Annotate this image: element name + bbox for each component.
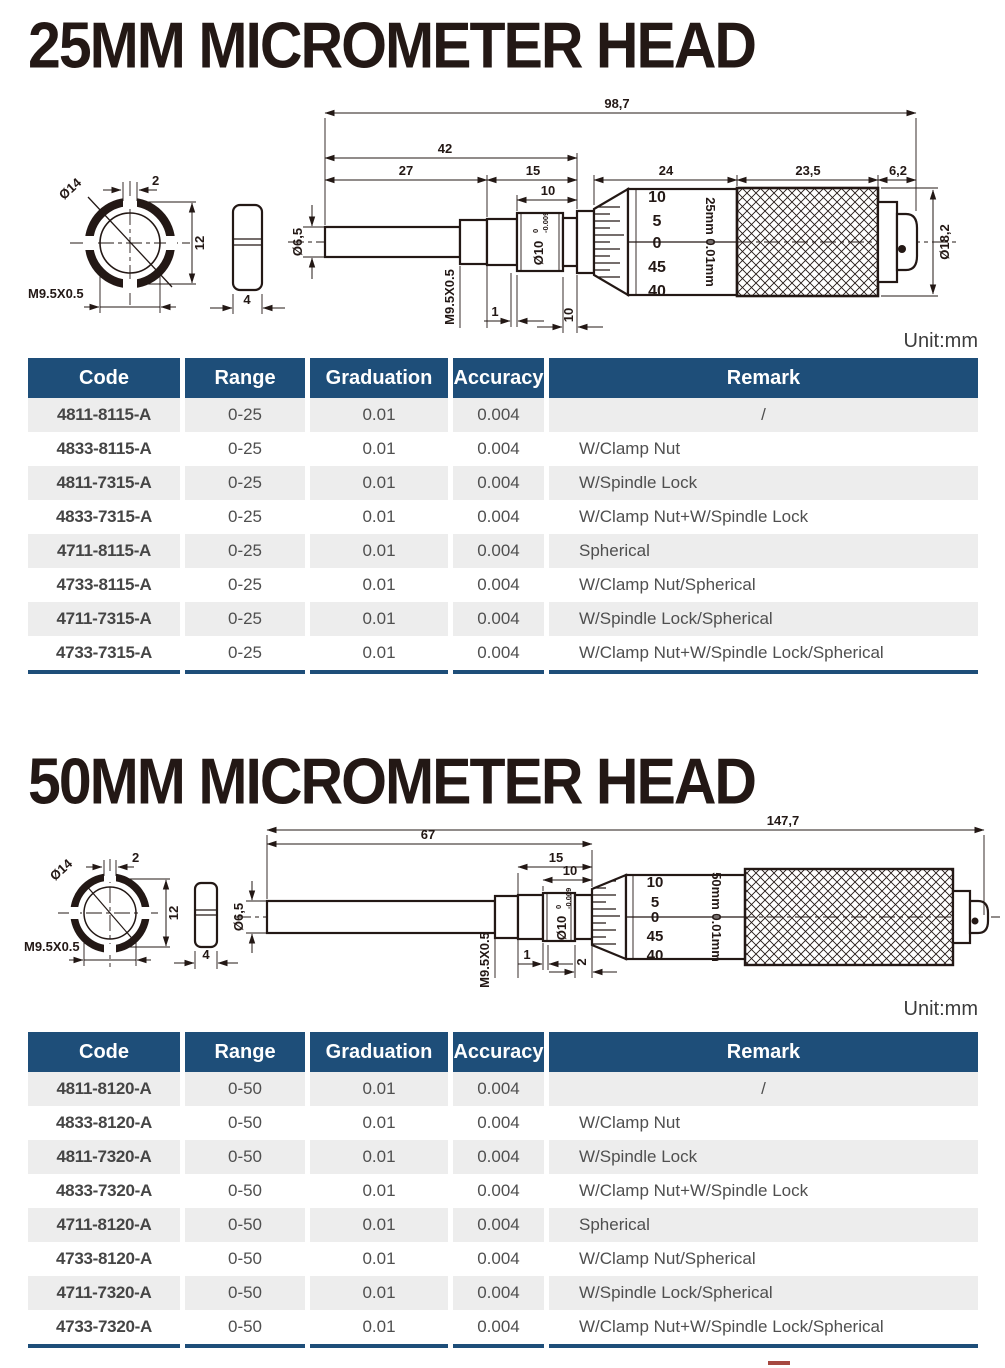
- table-row: [28, 1208, 978, 1242]
- cell-accuracy: 0.004: [453, 1174, 544, 1208]
- dim-24: 24: [658, 163, 674, 178]
- cell-accuracy: 0.004: [453, 534, 544, 568]
- spindle: [267, 901, 495, 933]
- cell-graduation: 0.01: [310, 466, 448, 500]
- dim-15: 15: [548, 850, 564, 865]
- dim-body-dia: Ø18,2: [937, 224, 952, 260]
- cell-range: 0-25: [185, 466, 305, 500]
- cell-remark: /: [549, 1072, 978, 1106]
- cell-remark: Spherical: [549, 1208, 978, 1242]
- unit-label: Unit:mm: [903, 998, 978, 1020]
- scale-number: 40: [648, 283, 666, 300]
- scale-number: 0: [650, 909, 660, 926]
- cell-remark: W/Clamp Nut: [549, 432, 978, 466]
- cell-code: 4733-8120-A: [28, 1242, 180, 1276]
- cell-range: 0-50: [185, 1174, 305, 1208]
- scale-number: 40: [646, 947, 664, 964]
- cell-range: 0-50: [185, 1106, 305, 1140]
- cell-remark: W/Spindle Lock: [549, 1140, 978, 1174]
- spindle: [325, 227, 460, 257]
- cell-accuracy: 0.004: [453, 1072, 544, 1106]
- end-cap: [897, 214, 917, 270]
- cell-range: 0-50: [185, 1072, 305, 1106]
- scale-number: 5: [652, 213, 662, 230]
- cell-graduation: 0.01: [310, 1106, 448, 1140]
- cell-graduation: 0.01: [310, 1208, 448, 1242]
- table-row: [28, 534, 978, 568]
- cell-code: 4711-8120-A: [28, 1208, 180, 1242]
- cell-accuracy: 0.004: [453, 568, 544, 602]
- scale-number: 10: [648, 189, 666, 206]
- cell-range: 0-50: [185, 1310, 305, 1348]
- dim-6-2: 6,2: [888, 163, 908, 178]
- cell-code: 4733-7320-A: [28, 1310, 180, 1348]
- col-header-code: Code: [28, 358, 180, 398]
- cell-remark: W/Clamp Nut+W/Spindle Lock/Spherical: [549, 1310, 978, 1348]
- page-footer-mark: [768, 1361, 790, 1365]
- cell-accuracy: 0.004: [453, 636, 544, 674]
- thimble-spec-text: 50mm 0.01mm: [709, 872, 724, 962]
- micrometer-side-view: [231, 813, 1000, 988]
- cell-accuracy: 0.004: [453, 500, 544, 534]
- dim-23-5: 23,5: [795, 163, 821, 178]
- dim-15: 15: [525, 163, 541, 178]
- table-row: [28, 1072, 978, 1106]
- dim-nut-od: 12: [192, 235, 207, 251]
- col-header-accuracy: Accuracy: [453, 358, 544, 398]
- dim-nut-od: 12: [166, 905, 181, 921]
- table-body: [28, 1072, 978, 1348]
- cell-code: 4711-7320-A: [28, 1276, 180, 1310]
- clamp-nut-side-view: [210, 205, 285, 314]
- micrometer-side-view: [288, 96, 960, 333]
- cell-range: 0-50: [185, 1208, 305, 1242]
- technical-drawing-50mm: [0, 810, 1005, 998]
- dim-gap: 1: [523, 947, 531, 962]
- cell-accuracy: 0.004: [453, 1106, 544, 1140]
- dim-spindle-dia: Ø6,5: [290, 227, 305, 257]
- table-row: [28, 602, 978, 636]
- col-header-graduation: Graduation: [310, 1032, 448, 1072]
- col-header-range: Range: [185, 358, 305, 398]
- cell-remark: W/Clamp Nut/Spherical: [549, 1242, 978, 1276]
- table-row: [28, 1310, 978, 1348]
- dim-nut-slot: 2: [132, 850, 140, 865]
- dim-stem-tol-upper: 0: [531, 228, 540, 233]
- knurled-body: [745, 869, 953, 965]
- cell-remark: W/Spindle Lock/Spherical: [549, 602, 978, 636]
- table-row: [28, 1242, 978, 1276]
- cell-remark: W/Spindle Lock/Spherical: [549, 1276, 978, 1310]
- cell-graduation: 0.01: [310, 432, 448, 466]
- dim-27: 27: [398, 163, 414, 178]
- cell-code: 4833-7320-A: [28, 1174, 180, 1208]
- dim-nut-dia: Ø14: [55, 174, 85, 203]
- cell-graduation: 0.01: [310, 1310, 448, 1348]
- cell-remark: W/Clamp Nut/Spherical: [549, 568, 978, 602]
- cell-range: 0-25: [185, 534, 305, 568]
- cell-accuracy: 0.004: [453, 1310, 544, 1348]
- dim-stem-tol-lower: -0.009: [541, 211, 550, 233]
- col-header-graduation: Graduation: [310, 358, 448, 398]
- spec-table-25mm: [28, 358, 978, 674]
- clamp-nut-front-view: [28, 173, 207, 313]
- cell-code: 4811-7320-A: [28, 1140, 180, 1174]
- dim-nut-thickness: 4: [202, 947, 210, 962]
- cell-range: 0-25: [185, 398, 305, 432]
- cell-code: 4811-7315-A: [28, 466, 180, 500]
- dim-stem-tol-lower: -0.009: [564, 887, 573, 909]
- table-row: [28, 466, 978, 500]
- table-body: [28, 398, 978, 674]
- thimble-spec-text: 25mm 0.01mm: [703, 197, 718, 287]
- dim-67: 67: [420, 827, 436, 842]
- col-header-remark: Remark: [549, 358, 978, 398]
- dim-stem-tol-upper: 0: [554, 904, 563, 909]
- page-title-25mm: 25MM MICROMETER HEAD: [28, 9, 756, 82]
- dim-gap: 1: [491, 304, 499, 319]
- cell-graduation: 0.01: [310, 636, 448, 674]
- cell-range: 0-25: [185, 602, 305, 636]
- end-cap: [970, 901, 988, 933]
- dim-10: 10: [562, 863, 578, 878]
- cell-graduation: 0.01: [310, 1140, 448, 1174]
- cell-remark: W/Clamp Nut+W/Spindle Lock/Spherical: [549, 636, 978, 674]
- cell-graduation: 0.01: [310, 1276, 448, 1310]
- cell-remark: Spherical: [549, 534, 978, 568]
- cell-graduation: 0.01: [310, 534, 448, 568]
- dim-nut-dia: Ø14: [46, 855, 76, 884]
- cell-accuracy: 0.004: [453, 1208, 544, 1242]
- dim-thread: M9.5X0.5: [442, 269, 457, 325]
- cell-accuracy: 0.004: [453, 398, 544, 432]
- dim-spindle-dia: Ø6,5: [231, 902, 246, 932]
- page-title-50mm: 50MM MICROMETER HEAD: [28, 745, 756, 818]
- dim-step: 10: [561, 307, 576, 323]
- clamp-nut-side-view: [174, 883, 238, 969]
- col-header-code: Code: [28, 1032, 180, 1072]
- dim-step: 2: [574, 958, 589, 966]
- scale-number: 45: [646, 928, 664, 945]
- unit-label: Unit:mm: [903, 330, 978, 352]
- dim-nut-slot: 2: [152, 173, 160, 188]
- cell-code: 4711-8115-A: [28, 534, 180, 568]
- technical-drawing-25mm: [0, 85, 1005, 353]
- dim-overall: 98,7: [604, 96, 630, 111]
- cell-accuracy: 0.004: [453, 602, 544, 636]
- table-row: [28, 432, 978, 466]
- dim-nut-thread: M9.5X0.5: [28, 286, 84, 301]
- clamp-nut-front-view: [24, 850, 181, 967]
- col-header-range: Range: [185, 1032, 305, 1072]
- dim-thread: M9.5X0.5: [477, 932, 492, 988]
- cell-range: 0-25: [185, 500, 305, 534]
- table-row: [28, 636, 978, 674]
- scale-number: 10: [646, 874, 664, 891]
- cell-remark: W/Clamp Nut+W/Spindle Lock: [549, 500, 978, 534]
- table-row: [28, 1174, 978, 1208]
- dim-42: 42: [437, 141, 453, 156]
- dim-nut-thickness: 4: [243, 292, 251, 307]
- scale-number: 5: [650, 894, 660, 911]
- cell-range: 0-50: [185, 1140, 305, 1174]
- scale-number: 0: [652, 235, 662, 252]
- table-row: [28, 568, 978, 602]
- cell-code: 4811-8115-A: [28, 398, 180, 432]
- table-header-row: [28, 358, 978, 398]
- cell-range: 0-25: [185, 636, 305, 674]
- table-row: [28, 1140, 978, 1174]
- cell-graduation: 0.01: [310, 500, 448, 534]
- col-header-accuracy: Accuracy: [453, 1032, 544, 1072]
- cell-range: 0-50: [185, 1276, 305, 1310]
- table-row: [28, 500, 978, 534]
- cell-graduation: 0.01: [310, 602, 448, 636]
- cell-code: 4833-7315-A: [28, 500, 180, 534]
- scale-number: 45: [648, 259, 666, 276]
- cell-accuracy: 0.004: [453, 1242, 544, 1276]
- cell-code: 4833-8120-A: [28, 1106, 180, 1140]
- cell-range: 0-50: [185, 1242, 305, 1276]
- cell-code: 4833-8115-A: [28, 432, 180, 466]
- cell-remark: W/Clamp Nut+W/Spindle Lock: [549, 1174, 978, 1208]
- cell-accuracy: 0.004: [453, 1140, 544, 1174]
- table-row: [28, 398, 978, 432]
- cell-accuracy: 0.004: [453, 432, 544, 466]
- cell-graduation: 0.01: [310, 1242, 448, 1276]
- cell-accuracy: 0.004: [453, 466, 544, 500]
- cell-remark: W/Spindle Lock: [549, 466, 978, 500]
- cell-range: 0-25: [185, 568, 305, 602]
- dim-stem-dia: Ø10: [554, 915, 569, 941]
- cell-graduation: 0.01: [310, 1174, 448, 1208]
- table-row: [28, 1106, 978, 1140]
- dim-stem-dia: Ø10: [531, 240, 546, 266]
- spec-table-50mm: [28, 1032, 978, 1348]
- dim-nut-thread: M9.5X0.5: [24, 939, 80, 954]
- cell-code: 4733-7315-A: [28, 636, 180, 674]
- dim-10: 10: [540, 183, 556, 198]
- cell-remark: /: [549, 398, 978, 432]
- knurled-body: [737, 188, 878, 296]
- table-header-row: [28, 1032, 978, 1072]
- dim-overall: 147,7: [766, 813, 800, 828]
- table-row: [28, 1276, 978, 1310]
- cell-code: 4733-8115-A: [28, 568, 180, 602]
- cell-graduation: 0.01: [310, 398, 448, 432]
- cell-code: 4711-7315-A: [28, 602, 180, 636]
- cell-graduation: 0.01: [310, 1072, 448, 1106]
- cell-graduation: 0.01: [310, 568, 448, 602]
- cell-range: 0-25: [185, 432, 305, 466]
- cell-code: 4811-8120-A: [28, 1072, 180, 1106]
- col-header-remark: Remark: [549, 1032, 978, 1072]
- cell-accuracy: 0.004: [453, 1276, 544, 1310]
- cell-remark: W/Clamp Nut: [549, 1106, 978, 1140]
